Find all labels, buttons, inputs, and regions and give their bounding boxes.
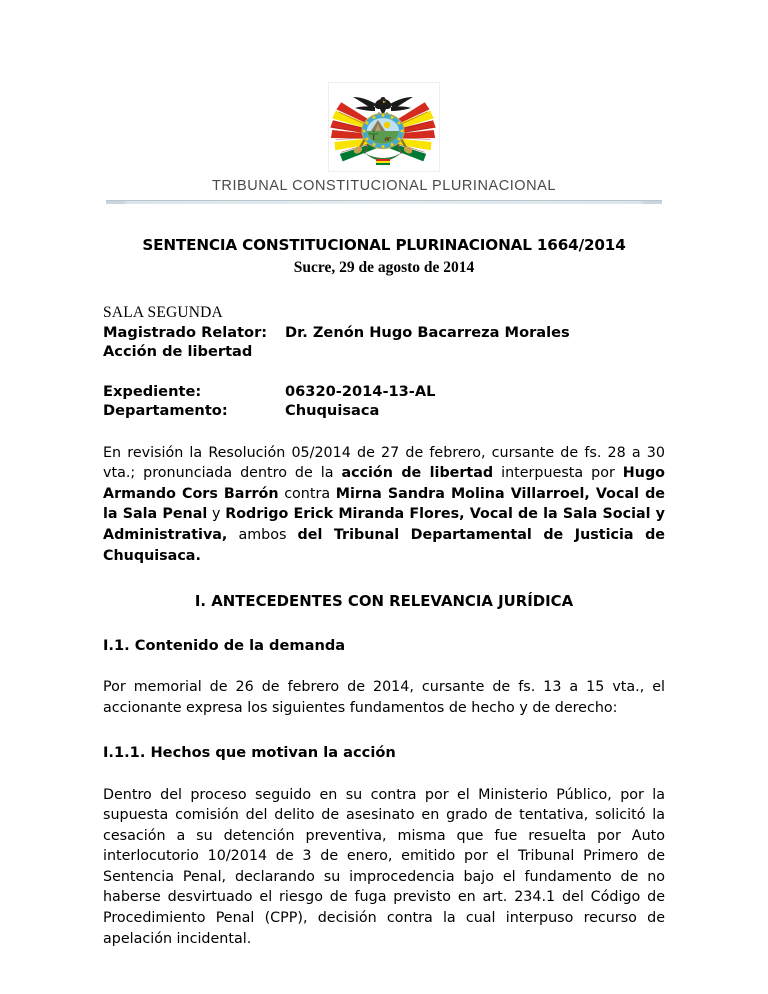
review-bold-demandado-1: Mirna Sandra Molina Villarroel, Vocal de la Sala Penal: [103, 485, 665, 523]
meta-value-departamento: Chuquisaca: [285, 402, 380, 420]
subsection-i-1-1-paragraph: Dentro del proceso seguido en su contra por el Ministerio Público, por la supuesta comisión del delito de asesinato en grado de tentativa, solicitó la cesación a su detención preventiva, misma que fue resuelta por Auto interlocutorio 10/2014 de 3 de enero, emitido por el Tribunal Primero de Sentencia Penal, declarando su improcedencia bajo el fundamento de no haberse desvirtuado el riesgo de fuga previsto en art. 234.1 del Código de Procedimiento Penal (CPP), decisión contra la cual interpuso recurso de apelación incidental.: [103, 786, 665, 947]
review-text-2: interpuesta por: [493, 465, 623, 482]
review-text-3: contra: [278, 485, 336, 502]
meta-value-magistrado: Dr. Zenón Hugo Bacarreza Morales: [285, 323, 570, 341]
review-bold-accion-libertad: acción de libertad: [341, 465, 494, 482]
document-title: SENTENCIA CONSTITUCIONAL PLURINACIONAL 1664/2014: [142, 236, 626, 254]
meta-value-expediente: 06320-2014-13-AL: [285, 383, 436, 401]
organization-name: TRIBUNAL CONSTITUCIONAL PLURINACIONAL: [212, 178, 556, 194]
bolivia-coat-of-arms-icon: [328, 82, 440, 172]
metadata-block: [103, 304, 665, 420]
letterhead: [0, 0, 768, 204]
meta-key-expediente: Expediente:: [103, 383, 202, 401]
section-heading-i: I. ANTECEDENTES CON RELEVANCIA JURÍDICA: [194, 592, 574, 611]
document-subtitle: Sucre, 29 de agosto de 2014: [293, 259, 475, 276]
chamber-label: SALA SEGUNDA: [103, 304, 223, 322]
subsection-heading-i-1: I.1. Contenido de la demanda: [103, 636, 346, 654]
subsection-heading-i-1-1: I.1.1. Hechos que motivan la acción: [103, 743, 396, 761]
document-body: [103, 204, 665, 949]
review-text-4: y: [207, 506, 226, 523]
meta-row: [103, 401, 665, 420]
review-bold-demandado-2: Rodrigo Erick Miranda Flores, Vocal de la Sala Social y Administrativa,: [103, 506, 665, 543]
review-text-5: ambos: [227, 526, 298, 543]
meta-row: [103, 323, 665, 342]
meta-row: [103, 382, 665, 401]
meta-key-magistrado: Magistrado Relator:: [103, 323, 268, 341]
meta-key-accion: Acción de libertad: [103, 342, 253, 360]
subsection-i-1-paragraph: Por memorial de 26 de febrero de 2014, cursante de fs. 13 a 15 vta., el accionante expresa los siguientes fundamentos de hecho y de derecho:: [103, 679, 665, 717]
review-bold-accionante: Hugo Armando Cors Barrón: [103, 465, 665, 502]
review-paragraph: [103, 443, 665, 566]
meta-spacer: [103, 361, 665, 382]
meta-key-departamento: Departamento:: [103, 402, 228, 420]
review-text-1: En revisión la Resolución 05/2014 de 27 de febrero, cursante de fs. 28 a 30 vta.; pronunciada dentro de la: [103, 444, 665, 482]
review-bold-tribunal: del Tribunal Departamental de Justicia de Chuquisaca.: [103, 526, 665, 564]
meta-row: [103, 342, 665, 361]
